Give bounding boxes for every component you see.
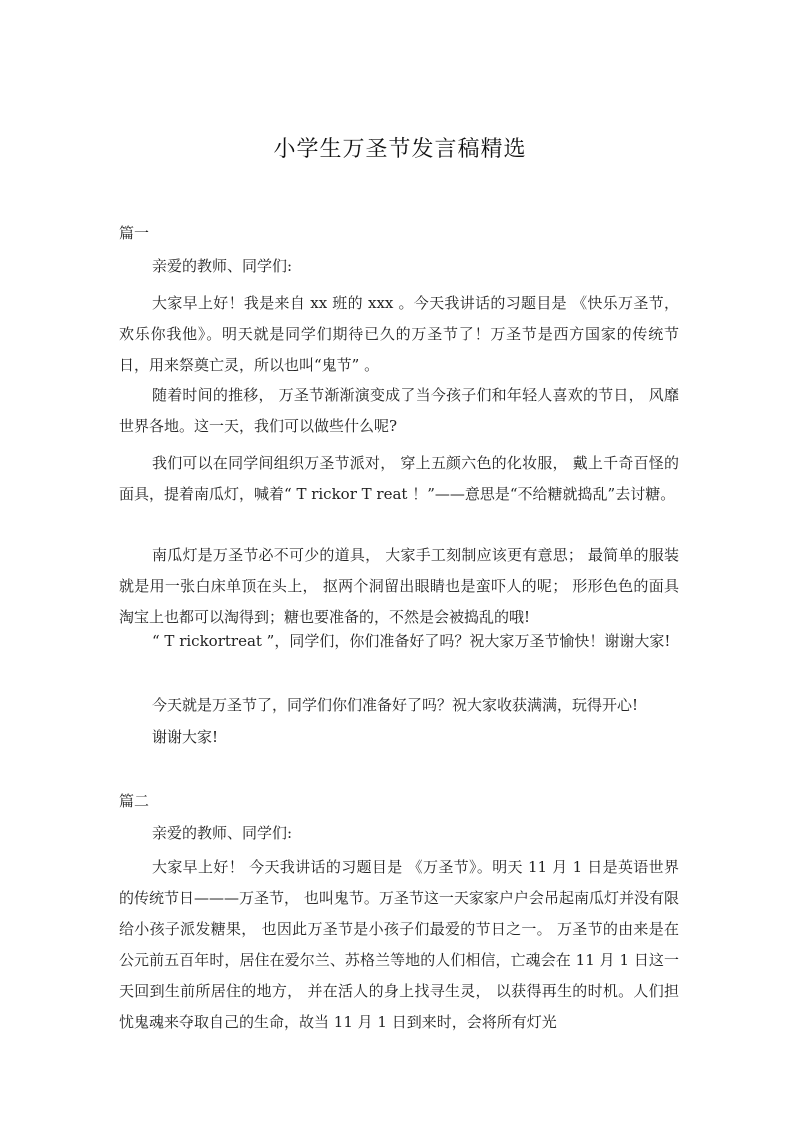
greeting-part1: 亲爱的教师、同学们:	[152, 257, 293, 275]
paragraph: 谢谢大家!	[152, 728, 219, 746]
paragraph: “ T rickortreat ”，同学们，你们准备好了吗？祝大家万圣节愉快！谢谢大家!	[152, 632, 671, 650]
greeting-part2: 亲爱的教师、同学们:	[152, 824, 293, 842]
paragraph: 南瓜灯是万圣节必不可少的道具， 大家手工刻制应该更有意思； 最简单的服装就是用一张白床单顶在头上， 抠两个洞留出眼睛也是蛮吓人的呢； 形形色色的面具淘宝上也都可以淘得到；糖也要准备的，不然是会被捣乱的哦!	[119, 546, 679, 626]
section-label-part2: 篇二	[119, 792, 150, 810]
document-title: 小学生万圣节发言稿精选	[273, 137, 527, 162]
section-label-part1: 篇一	[119, 224, 150, 242]
paragraph: 我们可以在同学间组织万圣节派对， 穿上五颜六色的化妆服， 戴上千奇百怪的面具，提着南瓜灯，喊着“ T rickor T reat ！”——意思是“不给糖就捣乱”去讨糖。	[119, 454, 679, 503]
paragraph: 大家早上好！我是来自 xx 班的 xxx 。今天我讲话的习题目是 《快乐万圣节，欢乐你我他》。明天就是同学们期待已久的万圣节了！万圣节是西方国家的传统节日，用来祭奠亡灵，所以也叫“鬼节” 。	[119, 294, 679, 374]
paragraph: 今天就是万圣节了，同学们你们准备好了吗？祝大家收获满满，玩得开心!	[152, 696, 639, 714]
paragraph: 大家早上好！ 今天我讲话的习题目是 《万圣节》。明天 11 月 1 日是英语世界的传统节日———万圣节， 也叫鬼节。万圣节这一天家家户户会吊起南瓜灯并没有限给小孩子派发糖果， 也因此万圣节是小孩子们最爱的节日之一。 万圣节的由来是在公元前五百年时，居住在爱尔兰、苏格兰等地的人们相信，亡魂会在 11 月 1 日这一天回到生前所居住的地方， 并在活人的身上找寻生灵， 以获得再生的时机。人们担忧鬼魂来夺取自己的生命，故当 11 月 1 日到来时，会将所有灯光	[119, 858, 679, 1031]
paragraph: 随着时间的推移， 万圣节渐渐演变成了当今孩子们和年轻人喜欢的节日， 风靡世界各地。这一天，我们可以做些什么呢?	[119, 386, 679, 435]
